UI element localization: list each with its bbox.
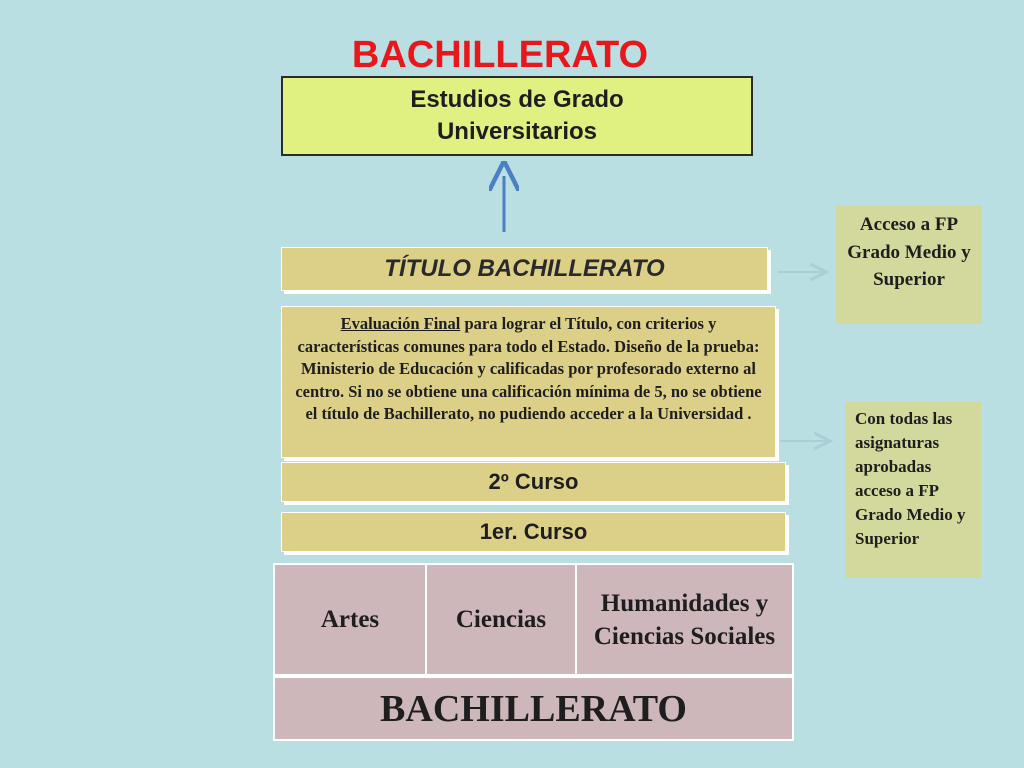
modalidad-humanidades: Humanidades y Ciencias Sociales xyxy=(577,565,792,674)
asignaturas-aprobadas-box: Con todas las asignaturas aprobadas acceso a FP Grado Medio y Superior xyxy=(845,402,981,578)
evaluacion-final-label: Evaluación Final xyxy=(340,314,461,333)
primer-curso-box: 1er. Curso xyxy=(281,512,786,552)
evaluacion-final-text: para lograr el Título, con criterios y características comunes para todo el Estado. Diseño de la prueba: Ministerio de Educación y calificadas por profesorado externo al centro. Si no se obtiene una calificación mínima de 5, no se obtiene el título de Bachillerato, no pudiendo acceder a la Universidad . xyxy=(295,314,762,423)
diagram-title: BACHILLERATO xyxy=(351,34,649,76)
modalidad-ciencias: Ciencias xyxy=(427,565,575,674)
estudios-line-2: Universitarios xyxy=(436,118,598,145)
segundo-curso-box: 2º Curso xyxy=(281,462,786,502)
evaluacion-final-box xyxy=(281,306,776,458)
modalidades-row xyxy=(273,563,794,676)
bachillerato-base-box: BACHILLERATO xyxy=(273,676,794,741)
estudios-line-1: Estudios de Grado xyxy=(410,86,624,113)
titulo-bachillerato-box: TÍTULO BACHILLERATO xyxy=(281,247,768,291)
modalidad-artes: Artes xyxy=(275,565,425,674)
acceso-fp-box: Acceso a FP Grado Medio y Superior xyxy=(836,205,982,324)
